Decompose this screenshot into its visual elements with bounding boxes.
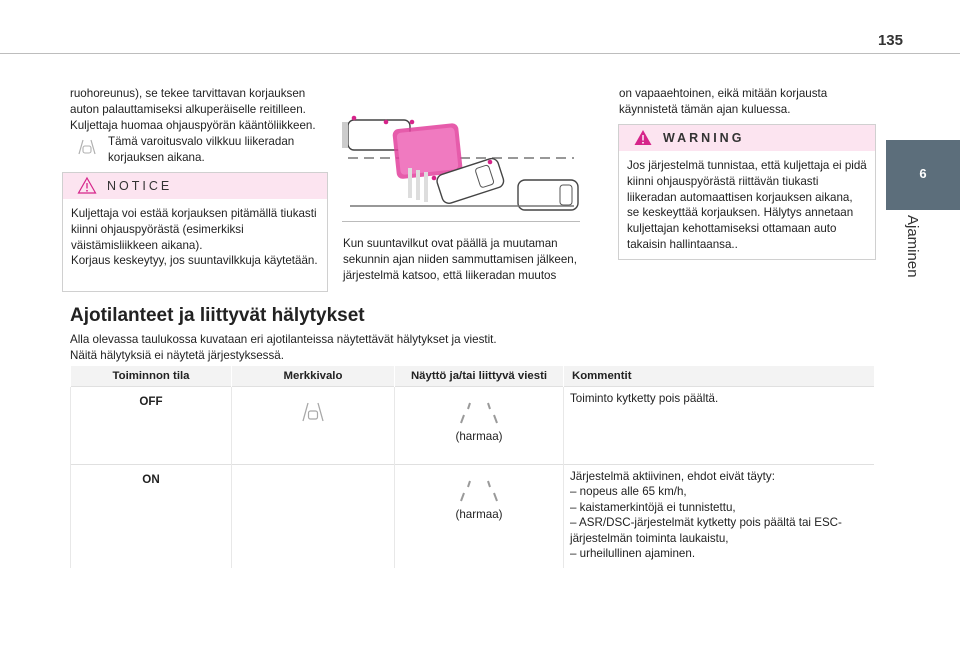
indicator-cell	[232, 387, 395, 465]
list-item: – kaistamerkintöjä ei tunnistettu,	[570, 500, 736, 514]
list-item: – nopeus alle 65 km/h,	[570, 485, 687, 499]
section-heading: Ajotilanteet ja liittyvät hälytykset	[70, 305, 365, 326]
chapter-number: 6	[919, 166, 927, 181]
lane-change-illustration	[342, 108, 580, 220]
lane-lines-grey-icon	[452, 401, 506, 425]
section-intro	[70, 332, 630, 364]
illustration-separator	[342, 221, 580, 222]
col-header-comments: Kommentit	[564, 366, 875, 387]
notice-header	[63, 173, 327, 199]
lane-warning-icon	[76, 138, 98, 156]
col-header-state: Toiminnon tila	[71, 366, 232, 387]
chapter-title: Ajaminen	[904, 215, 921, 278]
illustration-caption: Kun suuntavilkut ovat päällä ja muutaman sekunnin ajan niiden sammuttamisen jälkeen, järjestelmä katsoo, että liikeradan muutos	[343, 237, 577, 282]
warning-text: Jos järjestelmä tunnistaa, että kuljettaja ei pidä kiinni ohjauspyörästä riittävän tiukasti liikeradan automaattisen korjauksen aikana, se keskeyttää korjauksen. Hälytys annetaan kuljettajan kehottamiseksi ottamaan auto takaisin hallintaansa..	[627, 159, 867, 251]
table-row	[71, 387, 875, 465]
chapter-tab[interactable]	[886, 140, 960, 210]
notice-text-1: Kuljettaja voi estää korjauksen pitämällä tiukasti kiinni ohjauspyörästä (esimerkiksi väistämisliikkeen aikana).	[71, 207, 317, 252]
col-header-display: Näyttö ja/tai liittyvä viesti	[395, 366, 564, 387]
lane-keeping-grey-icon	[300, 401, 326, 423]
warning-title: WARNING	[663, 131, 745, 145]
comment-cell: Toiminto kytketty pois päältä.	[564, 387, 875, 465]
comment-intro: Järjestelmä aktiivinen, ehdot eivät täyty:	[570, 470, 775, 483]
warning-triangle-icon	[77, 176, 97, 195]
indicator-note: Tämä varoitusvalo vilkkuu liikeradan korjauksen aikana.	[108, 135, 295, 164]
col1-paragraph: ruohoreunus), se tekee tarvittavan korjauksen auton palauttamiseksi alkuperäiselle reitilleen. Kuljettaja huomaa ohjauspyörän kääntöliikkeen.	[70, 87, 316, 132]
list-item: – urheilullinen ajaminen.	[570, 547, 696, 561]
alerts-table	[70, 366, 874, 568]
page-number: 135	[877, 32, 903, 49]
table-row	[71, 465, 875, 569]
notice-title: NOTICE	[107, 179, 173, 193]
list-item: – ASR/DSC-järjestelmät kytketty pois päältä tai ESC-järjestelmän toiminta laukaistu,	[570, 516, 842, 545]
intro-line-1: Alla olevassa taulukossa kuvataan eri ajotilanteissa näytettävät hälytykset ja viestit.	[70, 333, 497, 346]
lane-lines-grey-icon	[452, 479, 506, 503]
col3-paragraph: on vapaaehtoinen, eikä mitään korjausta käynnistetä tämän ajan kuluessa.	[619, 87, 828, 116]
display-cell	[395, 465, 564, 569]
header-rule	[0, 53, 960, 54]
warning-triangle-icon	[633, 128, 653, 147]
display-cell	[395, 387, 564, 465]
notice-box	[62, 172, 328, 292]
warning-header	[619, 125, 875, 151]
display-caption: (harmaa)	[455, 430, 503, 443]
col-header-indicator: Merkkivalo	[232, 366, 395, 387]
warning-box	[618, 124, 876, 260]
state-cell: ON	[71, 465, 232, 569]
state-cell: OFF	[71, 387, 232, 465]
comment-cell	[564, 465, 875, 569]
notice-text-2: Korjaus keskeytyy, jos suuntavilkkuja käytetään.	[71, 254, 318, 268]
display-caption: (harmaa)	[455, 508, 503, 521]
intro-line-2: Näitä hälytyksiä ei näytetä järjestyksessä.	[70, 348, 284, 362]
table-header-row	[71, 366, 875, 387]
indicator-cell	[232, 465, 395, 569]
